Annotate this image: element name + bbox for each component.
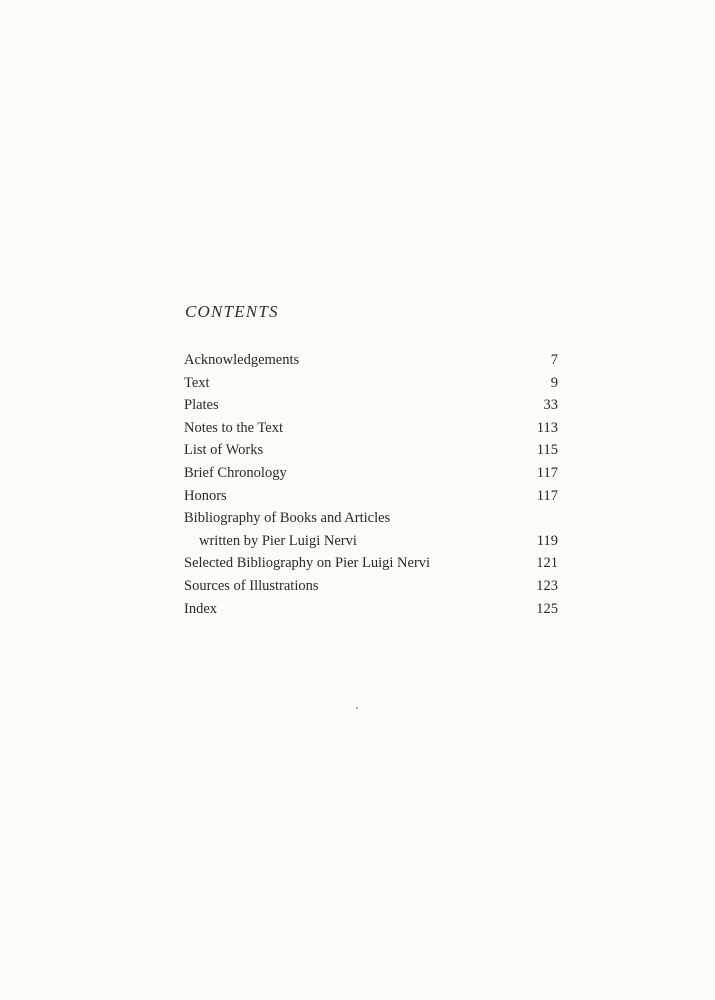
toc-entry-title: Plates	[184, 397, 219, 414]
toc-entry-page: 113	[536, 419, 558, 436]
toc-entry-title: Selected Bibliography on Pier Luigi Nervi	[184, 555, 431, 572]
toc-entry-title: Text	[184, 374, 210, 391]
toc-entry-title: Honors	[184, 487, 227, 504]
toc-entry-title: Acknowledgements	[184, 352, 300, 368]
toc-entry-honors	[184, 485, 558, 508]
toc-entry-page: 125	[536, 600, 558, 617]
toc-entry-title: Index	[184, 600, 218, 617]
contents-heading: CONTENTS	[185, 302, 279, 321]
toc-entry-page: 7	[550, 352, 558, 368]
toc-entry-acknowledgements	[184, 349, 558, 372]
toc-entry-title: Brief Chronology	[184, 464, 287, 481]
toc-entry-page: 121	[536, 555, 558, 572]
table-of-contents	[184, 349, 558, 620]
toc-entry-text	[184, 372, 558, 395]
toc-entry-page: 33	[543, 397, 558, 414]
toc-entry-bibliography-books-continued	[184, 530, 558, 553]
toc-entry-title: List of Works	[184, 442, 264, 459]
toc-entry-notes	[184, 417, 558, 440]
toc-entry-list-of-works	[184, 439, 558, 462]
toc-entry-index	[184, 598, 558, 621]
toc-entry-plates	[184, 394, 558, 417]
toc-entry-title: written by Pier Luigi Nervi	[199, 532, 357, 549]
toc-entry-sources-of-illustrations	[184, 575, 558, 598]
toc-entry-page: 119	[536, 532, 558, 549]
paper-speck	[356, 707, 358, 709]
toc-entry-page: 115	[536, 442, 558, 459]
toc-entry-title: Bibliography of Books and Articles	[184, 510, 391, 527]
toc-entry-selected-bibliography	[184, 552, 558, 575]
toc-entry-page: 117	[536, 487, 558, 504]
toc-entry-page: 9	[550, 374, 558, 391]
toc-entry-chronology	[184, 462, 558, 485]
toc-entry-page: 123	[536, 577, 558, 594]
toc-entry-title: Notes to the Text	[184, 419, 283, 436]
toc-entry-page: 117	[536, 464, 558, 481]
toc-entry-bibliography-books	[184, 507, 558, 530]
toc-entry-title: Sources of Illustrations	[184, 577, 319, 594]
